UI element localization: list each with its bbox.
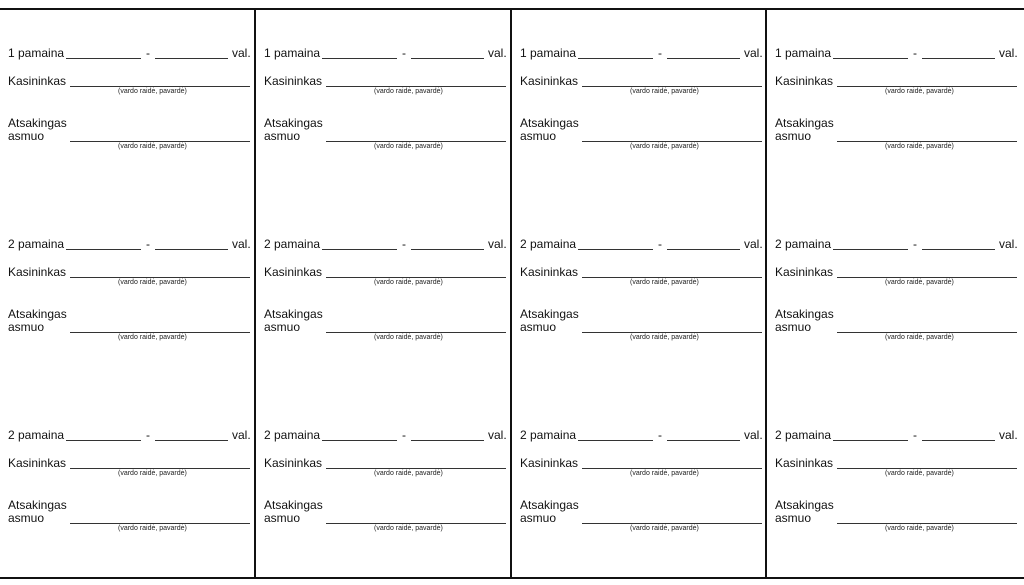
shift-dash: -: [913, 237, 917, 251]
responsible-hint: (vardo raidė, pavardė): [630, 143, 699, 150]
responsible-person-row: [8, 116, 250, 156]
cashier-name-field[interactable]: [582, 277, 762, 278]
responsible-label-line2: asmuo: [8, 511, 45, 525]
responsible-person-row: [775, 307, 1017, 347]
cashier-hint: (vardo raidė, pavardė): [630, 470, 699, 477]
responsible-label-line1: Atsakingas: [8, 116, 67, 130]
shift-end-field[interactable]: [155, 440, 228, 441]
cashier-row: [264, 456, 506, 486]
cashier-row: [8, 265, 250, 295]
cashier-label: Kasininkas: [8, 265, 67, 279]
hours-unit-label: val.: [744, 46, 763, 60]
responsible-label-line1: Atsakingas: [264, 498, 323, 512]
shift-time-row: [520, 237, 762, 255]
cashier-label: Kasininkas: [264, 456, 323, 470]
responsible-person-row: [775, 498, 1017, 538]
cashier-row: [775, 265, 1017, 295]
shift-dash: -: [146, 428, 150, 442]
shift-start-field[interactable]: [66, 249, 141, 250]
responsible-label-line2: asmuo: [8, 129, 45, 143]
cashier-label: Kasininkas: [520, 456, 579, 470]
shift-start-field[interactable]: [833, 249, 908, 250]
responsible-person-row: [520, 498, 762, 538]
shift-end-field[interactable]: [922, 440, 995, 441]
responsible-name-field[interactable]: [326, 332, 506, 333]
shift-start-field[interactable]: [578, 249, 653, 250]
cashier-label: Kasininkas: [8, 74, 67, 88]
responsible-label-line2: asmuo: [520, 511, 557, 525]
shift-start-field[interactable]: [322, 58, 397, 59]
shift-start-field[interactable]: [322, 249, 397, 250]
shift-time-row: [775, 428, 1017, 446]
shift-dash: -: [913, 428, 917, 442]
cashier-hint: (vardo raidė, pavardė): [118, 470, 187, 477]
shift-end-field[interactable]: [667, 440, 740, 441]
responsible-name-field[interactable]: [326, 523, 506, 524]
shift-dash: -: [402, 428, 406, 442]
cashier-name-field[interactable]: [326, 277, 506, 278]
hours-unit-label: val.: [232, 237, 251, 251]
hours-unit-label: val.: [232, 46, 251, 60]
responsible-hint: (vardo raidė, pavardė): [118, 143, 187, 150]
responsible-name-field[interactable]: [582, 141, 762, 142]
responsible-hint: (vardo raidė, pavardė): [630, 525, 699, 532]
shift-start-field[interactable]: [833, 58, 908, 59]
responsible-person-row: [8, 307, 250, 347]
shift-dash: -: [658, 428, 662, 442]
hours-unit-label: val.: [744, 428, 763, 442]
shift-dash: -: [146, 237, 150, 251]
responsible-person-row: [264, 307, 506, 347]
shift-block: [767, 10, 1017, 150]
cashier-name-field[interactable]: [326, 468, 506, 469]
shift-label: 1 pamaina: [264, 46, 321, 60]
cashier-row: [264, 265, 506, 295]
hours-unit-label: val.: [999, 428, 1018, 442]
cashier-name-field[interactable]: [582, 468, 762, 469]
cashier-row: [264, 74, 506, 104]
responsible-person-row: [520, 116, 762, 156]
responsible-name-field[interactable]: [837, 141, 1017, 142]
shift-dash: -: [146, 46, 150, 60]
form-column-4: [767, 10, 1017, 577]
cashier-name-field[interactable]: [326, 86, 506, 87]
cashier-row: [775, 456, 1017, 486]
responsible-label-line1: Atsakingas: [520, 116, 579, 130]
responsible-hint: (vardo raidė, pavardė): [885, 334, 954, 341]
cashier-label: Kasininkas: [775, 74, 834, 88]
shift-time-row: [264, 46, 506, 64]
cashier-name-field[interactable]: [837, 86, 1017, 87]
shift-label: 1 pamaina: [8, 46, 65, 60]
shift-block: [0, 392, 250, 532]
shift-end-field[interactable]: [667, 58, 740, 59]
responsible-hint: (vardo raidė, pavardė): [885, 525, 954, 532]
shift-time-row: [775, 237, 1017, 255]
shift-start-field[interactable]: [322, 440, 397, 441]
responsible-hint: (vardo raidė, pavardė): [118, 525, 187, 532]
responsible-hint: (vardo raidė, pavardė): [630, 334, 699, 341]
responsible-label-line2: asmuo: [264, 129, 301, 143]
shift-start-field[interactable]: [833, 440, 908, 441]
hours-unit-label: val.: [744, 237, 763, 251]
responsible-label-line1: Atsakingas: [264, 116, 323, 130]
cashier-label: Kasininkas: [264, 74, 323, 88]
responsible-hint: (vardo raidė, pavardė): [118, 334, 187, 341]
cashier-name-field[interactable]: [70, 277, 250, 278]
cashier-hint: (vardo raidė, pavardė): [885, 470, 954, 477]
shift-label: 2 pamaina: [264, 237, 321, 251]
shift-label: 2 pamaina: [264, 428, 321, 442]
responsible-name-field[interactable]: [582, 332, 762, 333]
shift-start-field[interactable]: [578, 58, 653, 59]
responsible-hint: (vardo raidė, pavardė): [374, 334, 443, 341]
hours-unit-label: val.: [999, 46, 1018, 60]
responsible-label-line1: Atsakingas: [775, 307, 834, 321]
cashier-hint: (vardo raidė, pavardė): [118, 88, 187, 95]
cashier-hint: (vardo raidė, pavardė): [374, 470, 443, 477]
responsible-label-line1: Atsakingas: [520, 498, 579, 512]
shift-end-field[interactable]: [411, 249, 484, 250]
cashier-name-field[interactable]: [837, 468, 1017, 469]
responsible-hint: (vardo raidė, pavardė): [885, 143, 954, 150]
shift-dash: -: [658, 237, 662, 251]
hours-unit-label: val.: [999, 237, 1018, 251]
shift-end-field[interactable]: [155, 249, 228, 250]
cashier-label: Kasininkas: [775, 456, 834, 470]
cashier-row: [8, 456, 250, 486]
responsible-person-row: [520, 307, 762, 347]
shift-label: 2 pamaina: [520, 428, 577, 442]
shift-end-field[interactable]: [411, 58, 484, 59]
responsible-name-field[interactable]: [70, 523, 250, 524]
shift-label: 2 pamaina: [775, 237, 832, 251]
responsible-label-line2: asmuo: [520, 320, 557, 334]
hours-unit-label: val.: [232, 428, 251, 442]
cashier-hint: (vardo raidė, pavardė): [885, 279, 954, 286]
responsible-label-line1: Atsakingas: [264, 307, 323, 321]
shift-dash: -: [402, 46, 406, 60]
hours-unit-label: val.: [488, 237, 507, 251]
shift-label: 1 pamaina: [775, 46, 832, 60]
cashier-name-field[interactable]: [70, 468, 250, 469]
responsible-person-row: [264, 116, 506, 156]
shift-dash: -: [913, 46, 917, 60]
shift-start-field[interactable]: [66, 440, 141, 441]
shift-end-field[interactable]: [922, 58, 995, 59]
responsible-label-line2: asmuo: [8, 320, 45, 334]
responsible-name-field[interactable]: [582, 523, 762, 524]
responsible-name-field[interactable]: [837, 332, 1017, 333]
responsible-hint: (vardo raidė, pavardė): [374, 143, 443, 150]
form-column-3: [512, 10, 762, 577]
cashier-row: [775, 74, 1017, 104]
shift-label: 2 pamaina: [520, 237, 577, 251]
hours-unit-label: val.: [488, 428, 507, 442]
shift-time-row: [8, 46, 250, 64]
shift-start-field[interactable]: [578, 440, 653, 441]
responsible-person-row: [264, 498, 506, 538]
shift-time-row: [520, 46, 762, 64]
form-column-2: [256, 10, 506, 577]
shift-label: 2 pamaina: [775, 428, 832, 442]
shift-dash: -: [658, 46, 662, 60]
shift-label: 2 pamaina: [8, 237, 65, 251]
shift-end-field[interactable]: [667, 249, 740, 250]
cashier-name-field[interactable]: [837, 277, 1017, 278]
responsible-name-field[interactable]: [326, 141, 506, 142]
responsible-name-field[interactable]: [70, 332, 250, 333]
cashier-label: Kasininkas: [520, 74, 579, 88]
shift-block: [256, 392, 506, 532]
shift-time-row: [775, 46, 1017, 64]
cashier-hint: (vardo raidė, pavardė): [374, 88, 443, 95]
shift-block: [0, 201, 250, 341]
responsible-label-line2: asmuo: [264, 320, 301, 334]
cashier-hint: (vardo raidė, pavardė): [885, 88, 954, 95]
responsible-label-line1: Atsakingas: [520, 307, 579, 321]
responsible-person-row: [8, 498, 250, 538]
shift-block: [512, 392, 762, 532]
shift-time-row: [264, 428, 506, 446]
responsible-label-line2: asmuo: [775, 320, 812, 334]
shift-label: 2 pamaina: [8, 428, 65, 442]
shift-end-field[interactable]: [155, 58, 228, 59]
cashier-label: Kasininkas: [264, 265, 323, 279]
shift-end-field[interactable]: [922, 249, 995, 250]
shift-time-row: [264, 237, 506, 255]
shift-time-row: [520, 428, 762, 446]
shift-time-row: [8, 237, 250, 255]
bottom-border: [0, 577, 1024, 579]
responsible-label-line2: asmuo: [775, 511, 812, 525]
responsible-label-line2: asmuo: [520, 129, 557, 143]
hours-unit-label: val.: [488, 46, 507, 60]
shift-label: 1 pamaina: [520, 46, 577, 60]
shift-block: [0, 10, 250, 150]
responsible-label-line1: Atsakingas: [8, 307, 67, 321]
cashier-row: [520, 74, 762, 104]
cashier-row: [520, 265, 762, 295]
responsible-name-field[interactable]: [837, 523, 1017, 524]
cashier-name-field[interactable]: [582, 86, 762, 87]
responsible-label-line2: asmuo: [264, 511, 301, 525]
responsible-label-line2: asmuo: [775, 129, 812, 143]
cashier-name-field[interactable]: [70, 86, 250, 87]
cashier-row: [8, 74, 250, 104]
cashier-hint: (vardo raidė, pavardė): [630, 88, 699, 95]
shift-end-field[interactable]: [411, 440, 484, 441]
shift-block: [512, 10, 762, 150]
cashier-hint: (vardo raidė, pavardė): [374, 279, 443, 286]
cashier-row: [520, 456, 762, 486]
cashier-label: Kasininkas: [775, 265, 834, 279]
cashier-label: Kasininkas: [520, 265, 579, 279]
responsible-label-line1: Atsakingas: [775, 498, 834, 512]
responsible-hint: (vardo raidė, pavardė): [374, 525, 443, 532]
shift-time-row: [8, 428, 250, 446]
shift-block: [767, 392, 1017, 532]
shift-block: [256, 10, 506, 150]
shift-dash: -: [402, 237, 406, 251]
cashier-hint: (vardo raidė, pavardė): [630, 279, 699, 286]
responsible-person-row: [775, 116, 1017, 156]
shift-block: [256, 201, 506, 341]
responsible-label-line1: Atsakingas: [8, 498, 67, 512]
cashier-hint: (vardo raidė, pavardė): [118, 279, 187, 286]
shift-block: [767, 201, 1017, 341]
responsible-name-field[interactable]: [70, 141, 250, 142]
shift-block: [512, 201, 762, 341]
cashier-label: Kasininkas: [8, 456, 67, 470]
form-column-1: [0, 10, 250, 577]
shift-start-field[interactable]: [66, 58, 141, 59]
responsible-label-line1: Atsakingas: [775, 116, 834, 130]
